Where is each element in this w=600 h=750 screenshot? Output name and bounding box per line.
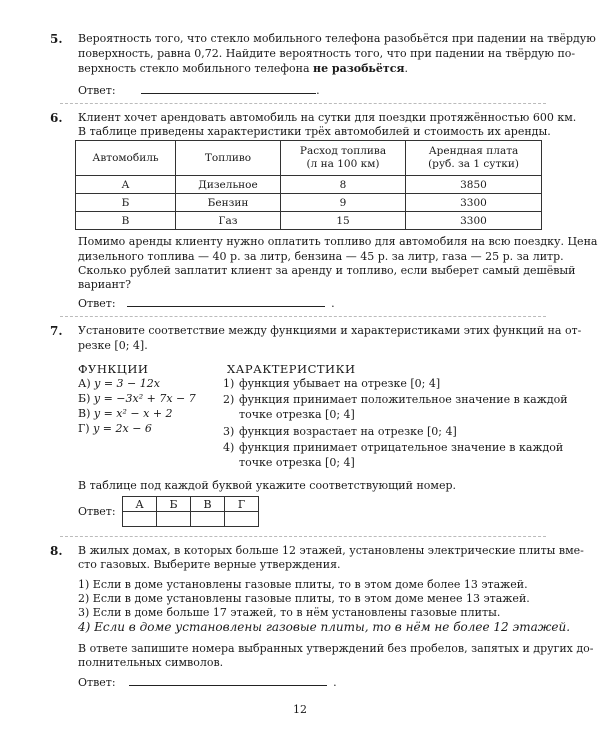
- divider: [60, 103, 546, 104]
- cell-consumption: 15: [281, 212, 406, 230]
- q5-number: 5.: [50, 32, 63, 46]
- function-key: Б): [78, 392, 91, 405]
- q5-answer: [78, 82, 320, 97]
- q6-after-line-1: Помимо аренды клиенту нужно оплатить топливо для автомобиля на всю поездку. Цена: [78, 235, 598, 248]
- q8-option: 2) Если в доме установлены газовые плиты, то в этом доме менее 13 этажей.: [78, 592, 530, 605]
- cell-rent: 3850: [406, 176, 542, 194]
- characteristic-text: функция принимает отрицательное значение в каждой: [239, 441, 564, 454]
- q6-after-line-3: Сколько рублей заплатит клиент за аренду и топливо, если выберет самый дешёвый: [78, 264, 576, 277]
- q8-answer-dot: .: [333, 676, 337, 689]
- q7-answer-label: Ответ:: [78, 505, 116, 518]
- characteristic-text-2: точке отрезка [0; 4]: [239, 408, 355, 421]
- q6-number: 6.: [50, 111, 63, 125]
- answer-letter: Г: [225, 497, 259, 512]
- characteristics-header: ХАРАКТЕРИСТИКИ: [227, 362, 356, 376]
- cell-consumption: 9: [281, 194, 406, 212]
- function-item: [78, 377, 160, 390]
- function-formula: y = 3 − 12x: [94, 377, 160, 390]
- characteristic-text: функция убывает на отрезке [0; 4]: [239, 377, 441, 390]
- q6-intro-line-1: Клиент хочет арендовать автомобиль на сутки для поездки протяжённостью 600 км.: [78, 111, 577, 124]
- header-rent: [406, 141, 542, 176]
- q6-after-line-2: дизельного топлива — 40 р. за литр, бензина — 45 р. за литр, газа — 25 р. за литр.: [78, 250, 564, 263]
- characteristic-item: [223, 441, 564, 471]
- answer-letter: А: [123, 497, 157, 512]
- answer-letter: В: [191, 497, 225, 512]
- header-consumption-l2: (л на 100 км): [306, 158, 380, 170]
- header-fuel: Топливо: [176, 141, 281, 176]
- q6-answer-field[interactable]: [127, 295, 325, 307]
- q5-text-line-3: [78, 62, 408, 75]
- q6-answer-dot: .: [331, 297, 335, 310]
- q8-answer: [78, 674, 337, 689]
- function-key: Г): [78, 422, 90, 435]
- q7-number: 7.: [50, 324, 63, 338]
- characteristic-text: функция возрастает на отрезке [0; 4]: [239, 425, 457, 438]
- q7-intro-line-1: Установите соответствие между функциями и характеристиками этих функций на от-: [78, 324, 582, 337]
- q8-number: 8.: [50, 544, 63, 558]
- answer-cell[interactable]: [157, 512, 191, 527]
- table-row: [76, 212, 542, 230]
- header-car: Автомобиль: [76, 141, 176, 176]
- header-rent-l1: Арендная плата: [428, 145, 519, 157]
- cell-fuel: Газ: [176, 212, 281, 230]
- q5-text-line-2: поверхность, равна 0,72. Найдите вероятность того, что при падении на твёрдую по-: [78, 47, 576, 60]
- q7-answer-table: [122, 496, 259, 527]
- table-header-row: [76, 141, 542, 176]
- answer-cell[interactable]: [191, 512, 225, 527]
- q5-answer-label: Ответ:: [78, 84, 116, 97]
- q5-text-line-1: Вероятность того, что стекло мобильного телефона разобьётся при падении на твёрдую: [78, 32, 596, 45]
- cell-car: В: [76, 212, 176, 230]
- header-consumption: [281, 141, 406, 176]
- answer-letter: Б: [157, 497, 191, 512]
- q8-instruction-line-1: В ответе запишите номера выбранных утверждений без пробелов, запятых и других до-: [78, 642, 594, 655]
- q5-answer-field[interactable]: [141, 82, 316, 94]
- answer-cell[interactable]: [225, 512, 259, 527]
- q6-answer-label: Ответ:: [78, 297, 116, 310]
- car-rental-table: [75, 140, 542, 230]
- answer-letters-row: [123, 497, 259, 512]
- table-row: [76, 176, 542, 194]
- q8-instruction-line-2: полнительных символов.: [78, 656, 224, 669]
- cell-car: А: [76, 176, 176, 194]
- characteristic-item: [223, 393, 568, 423]
- function-item: [78, 407, 173, 420]
- header-rent-l2: (руб. за 1 сутки): [428, 158, 519, 170]
- cell-car: Б: [76, 194, 176, 212]
- q6-after-line-4: вариант?: [78, 278, 131, 291]
- function-formula: y = 2x − 6: [93, 422, 152, 435]
- q7-intro-line-2: резке [0; 4].: [78, 339, 148, 352]
- function-formula: y = −3x² + 7x − 7: [93, 392, 196, 405]
- q8-option: 3) Если в доме больше 17 этажей, то в нём установлены газовые плиты.: [78, 606, 501, 619]
- characteristic-text-2: точке отрезка [0; 4]: [239, 456, 355, 469]
- q8-intro-line-1: В жилых домах, в которых больше 12 этажей, установлены электрические плиты вме-: [78, 544, 584, 557]
- q8-option: 4) Если в доме установлены газовые плиты, то в нём не более 12 этажей.: [78, 620, 571, 634]
- function-item: [78, 422, 152, 435]
- function-item: [78, 392, 196, 405]
- answer-cell[interactable]: [123, 512, 157, 527]
- q8-intro-line-2: сто газовых. Выберите верные утверждения.: [78, 558, 341, 571]
- function-formula: y = x² − x + 2: [93, 407, 173, 420]
- q5-line3-prefix: верхность стекло мобильного телефона: [78, 62, 314, 75]
- page-number: 12: [293, 703, 307, 716]
- q6-answer: [78, 295, 335, 310]
- q5-line3-suffix: .: [404, 62, 409, 75]
- cell-rent: 3300: [406, 194, 542, 212]
- function-key: В): [78, 407, 91, 420]
- characteristic-key: 4): [223, 441, 235, 454]
- q8-answer-field[interactable]: [129, 674, 327, 686]
- q5-answer-dot: .: [316, 84, 320, 97]
- cell-fuel: Дизельное: [176, 176, 281, 194]
- functions-header: ФУНКЦИИ: [78, 362, 149, 376]
- q5-bold-phrase: не разобьётся: [313, 62, 405, 75]
- cell-consumption: 8: [281, 176, 406, 194]
- table-row: [76, 194, 542, 212]
- q8-option: 1) Если в доме установлены газовые плиты, то в этом доме более 13 этажей.: [78, 578, 528, 591]
- characteristic-key: 2): [223, 393, 235, 406]
- function-key: А): [78, 377, 91, 390]
- q6-intro-line-2: В таблице приведены характеристики трёх автомобилей и стоимость их аренды.: [78, 125, 551, 138]
- characteristic-key: 1): [223, 377, 235, 390]
- divider: [60, 316, 546, 317]
- q8-answer-label: Ответ:: [78, 676, 116, 689]
- divider: [60, 536, 546, 537]
- characteristic-text: функция принимает положительное значение в каждой: [239, 393, 568, 406]
- q7-instruction: В таблице под каждой буквой укажите соответствующий номер.: [78, 479, 457, 492]
- header-consumption-l1: Расход топлива: [299, 145, 387, 157]
- cell-fuel: Бензин: [176, 194, 281, 212]
- cell-rent: 3300: [406, 212, 542, 230]
- characteristic-key: 3): [223, 425, 235, 438]
- answer-cells-row: [123, 512, 259, 527]
